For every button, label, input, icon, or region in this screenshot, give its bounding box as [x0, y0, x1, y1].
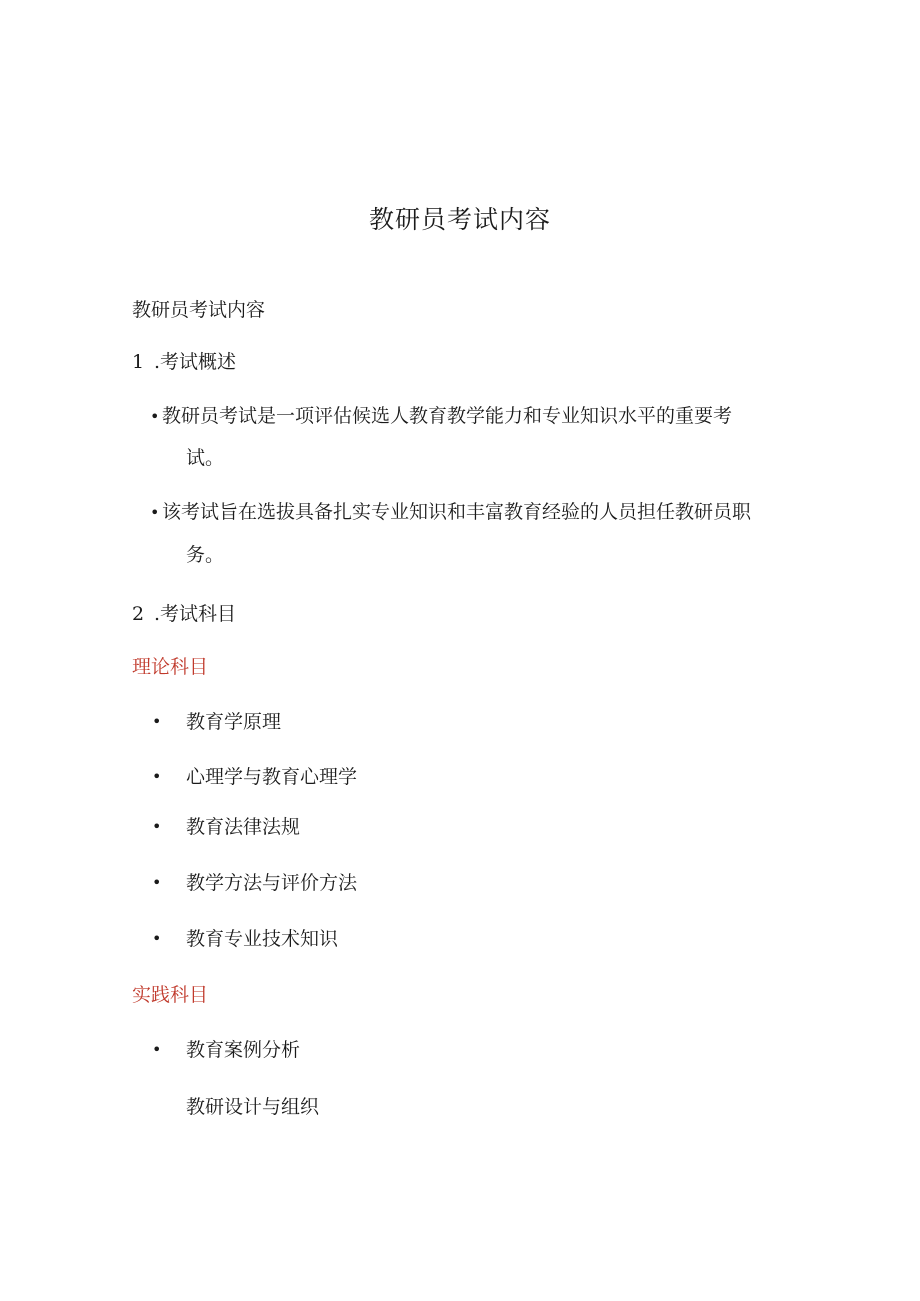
bullet-icon: • — [150, 407, 160, 426]
overview-bullet-1-line-2: 试。 — [186, 447, 225, 469]
overview-bullet-2-line-1: 该考试旨在选拔具备扎实专业知识和丰富教育经验的人员担任教研员职 — [162, 501, 752, 523]
bullet-icon: • — [152, 929, 162, 948]
theory-item-5: 教育专业技术知识 — [186, 928, 339, 950]
theory-item-2: 心理学与教育心理学 — [186, 766, 358, 788]
bullet-icon: • — [152, 873, 162, 892]
overview-bullet-1-line-1: 教研员考试是一项评估候选人教育教学能力和专业知识水平的重要考 — [162, 405, 733, 427]
document-title: 教研员考试内容 — [368, 205, 551, 234]
bullet-icon: • — [152, 767, 162, 786]
practice-subjects-heading: 实践科目 — [132, 984, 209, 1006]
bullet-icon: • — [152, 712, 162, 731]
intro-line: 教研员考试内容 — [132, 299, 266, 321]
section-1-heading: .考试概述 — [154, 351, 237, 373]
bullet-icon: • — [152, 1040, 162, 1059]
overview-bullet-2-line-2: 务。 — [186, 544, 225, 566]
practice-item-1: 教育案例分析 — [186, 1039, 301, 1061]
section-2-heading: .考试科目 — [154, 603, 237, 625]
section-1-number: 1 — [132, 351, 145, 373]
theory-item-1: 教育学原理 — [186, 711, 282, 733]
theory-item-4: 教学方法与评价方法 — [186, 872, 358, 894]
bullet-icon: • — [150, 503, 160, 522]
theory-subjects-heading: 理论科目 — [132, 656, 209, 678]
theory-item-3: 教育法律法规 — [186, 816, 301, 838]
section-2-number: 2 — [132, 603, 145, 625]
bullet-icon: • — [152, 817, 162, 836]
practice-item-2: 教研设计与组织 — [186, 1096, 320, 1118]
